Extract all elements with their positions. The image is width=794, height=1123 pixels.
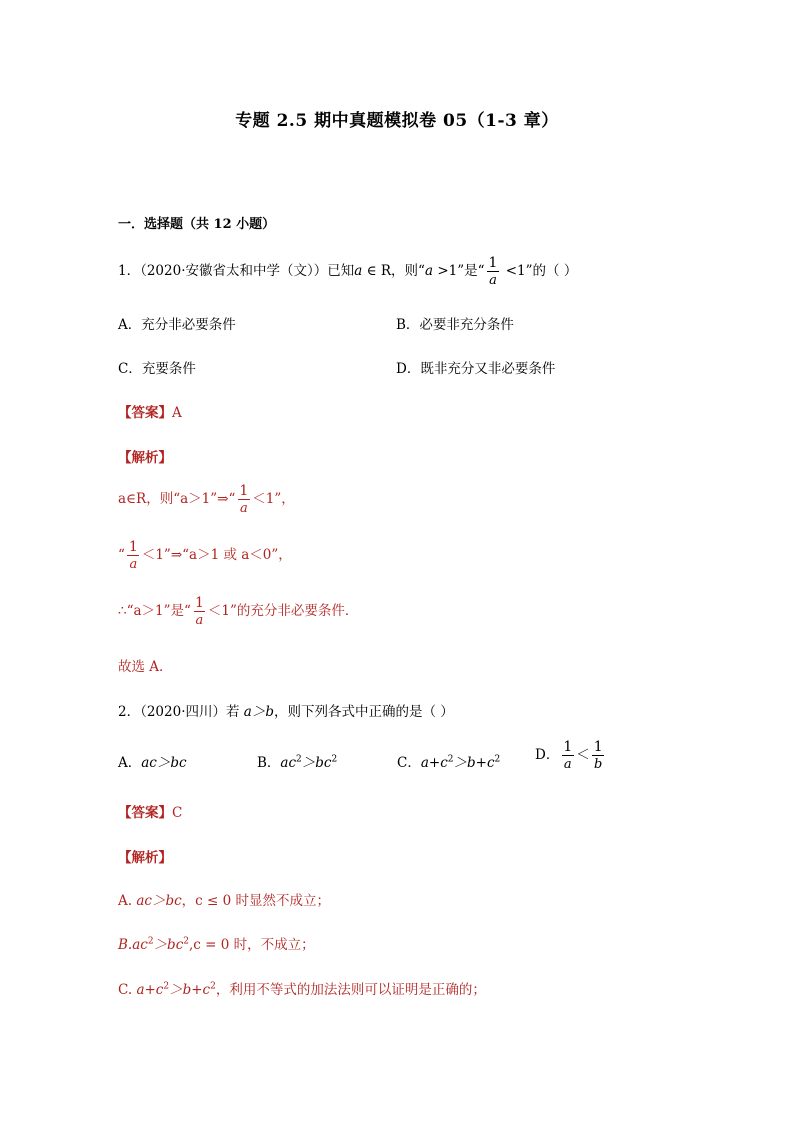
page-title: 专题 2.5 期中真题模拟卷 05（1-3 章）	[235, 111, 559, 131]
section-heading: 一．选择题（共 12 小题）	[118, 217, 276, 232]
q2-answer-value: C	[172, 805, 183, 821]
q2-line-b-label: B.	[118, 937, 133, 953]
q2-analysis-tag: 【解析】	[118, 850, 172, 866]
q1-frac-den: a	[489, 273, 497, 288]
q1-line3-text-b: ＜1”的充分非必要条件．	[207, 603, 359, 619]
q1-conclusion: 故选 A．	[118, 659, 173, 675]
q1-analysis-tag: 【解析】	[118, 450, 172, 466]
q2-opt-b-expr-b: ＞bc	[301, 755, 332, 771]
q2-opt-d-lt: ＜	[576, 747, 590, 763]
q1-line3-den: a	[195, 613, 204, 628]
q1-line1-den: a	[239, 501, 248, 516]
q2-opt-d-frac-1	[561, 740, 574, 771]
q2-stem-ab: a＞b	[243, 704, 274, 720]
q2-analysis-line-b	[118, 933, 315, 953]
q1-line2-text-a: “	[118, 547, 125, 563]
q2-line-a-text: ，c ≤ 0 时显然不成立；	[181, 893, 330, 909]
q2-line-c-label: C.	[118, 982, 137, 998]
q2-opt-b-expr-a: ac	[280, 755, 297, 771]
q1-lt1-tail: <1”的（ ）	[501, 263, 578, 279]
q1-line2-text-b: ＜1”⇒“a＞1 或 a＜0”，	[141, 547, 292, 563]
q1-fraction	[487, 256, 500, 287]
q1-analysis-line-1	[118, 484, 295, 515]
q2-opt-c-expr-b: ＞b+c	[453, 755, 495, 771]
q1-gt1: >1”是“	[433, 263, 485, 279]
q1-answer-value: A	[172, 405, 182, 421]
q2-line-b-expr-1: ac	[132, 937, 148, 953]
q1-option-b: B．必要非充分条件	[396, 317, 514, 333]
q2-stem-b: ，则下列各式中正确的是（ ）	[273, 704, 454, 720]
q2-opt-a-expr: ac＞bc	[141, 755, 187, 771]
q1-line2-num: 1	[128, 539, 138, 555]
q2-analysis-line-a	[118, 889, 330, 909]
question-1-stem	[118, 256, 577, 287]
q2-analysis-line-c	[118, 978, 486, 998]
q1-frac-num: 1	[488, 255, 498, 271]
q1-option-c: C．充要条件	[118, 361, 196, 377]
q1-line3-fraction	[193, 596, 206, 627]
q2-opt-d-den-2: b	[594, 757, 603, 772]
q2-opt-c-sup-1: 2	[447, 754, 454, 765]
q1-var-a: a	[354, 263, 363, 279]
q2-opt-b-sup-1: 2	[296, 754, 302, 765]
q2-line-b-text: ,c = 0 时，不成立；	[189, 937, 315, 953]
q2-line-b-sup-1: 2	[147, 936, 154, 947]
q2-option-d	[535, 740, 607, 771]
q2-line-a-label: A.	[118, 893, 137, 909]
q2-answer	[118, 801, 182, 821]
q2-opt-c-sup-2: 2	[494, 754, 501, 765]
q2-opt-d-frac-2	[592, 740, 605, 771]
q1-line3-num: 1	[194, 595, 204, 611]
q2-opt-c-expr-a: a+c	[420, 755, 448, 771]
q2-line-c-expr-1: a+c	[136, 982, 164, 998]
q2-line-c-expr-2: ＞b+c	[169, 982, 211, 998]
q2-line-b-sup-2: 2	[183, 936, 189, 947]
q2-opt-d-num-1: 1	[563, 739, 573, 755]
q2-opt-b-sup-2: 2	[331, 754, 338, 765]
q2-line-b-expr-2: ＞bc	[153, 937, 184, 953]
q1-analysis-line-3	[118, 596, 358, 627]
q1-var-a2: a	[424, 263, 434, 279]
q2-line-c-sup-1: 2	[163, 981, 170, 992]
q2-line-c-sup-2: 2	[210, 981, 216, 992]
q2-answer-tag: 【答案】	[118, 805, 172, 821]
q1-line2-den: a	[129, 557, 138, 572]
q1-answer	[118, 401, 182, 421]
q1-prefix: 1．（2020·安徽省太和中学（文））已知	[118, 263, 355, 279]
q2-opt-a-label: A．	[118, 755, 142, 771]
q2-option-c	[397, 751, 500, 771]
question-2-stem	[118, 700, 454, 720]
q1-line1-text-b: ＜1”，	[252, 491, 295, 507]
q2-opt-b-label: B．	[257, 755, 281, 771]
q2-opt-d-num-2: 1	[593, 739, 603, 755]
q2-opt-c-label: C．	[397, 755, 421, 771]
q1-line2-fraction	[127, 540, 140, 571]
q1-option-d: D．既非充分又非必要条件	[396, 361, 556, 377]
q1-in-r: ∈ R，则“	[362, 263, 425, 279]
q1-line1-fraction	[237, 484, 250, 515]
q2-option-a	[118, 751, 187, 771]
q1-option-a: A．充分非必要条件	[118, 317, 236, 333]
q2-opt-d-den-1: a	[563, 757, 572, 772]
q2-opt-d-label: D．	[535, 747, 560, 763]
q2-line-c-text: ，利用不等式的加法法则可以证明是正确的；	[215, 982, 486, 998]
q2-line-a-expr: ac＞bc	[136, 893, 182, 909]
q1-answer-tag: 【答案】	[118, 405, 172, 421]
q2-option-b	[257, 751, 337, 771]
q1-line1-text-a: a∈R，则“a＞1”⇒“	[118, 491, 236, 507]
q1-line1-num: 1	[239, 483, 249, 499]
q2-stem-a: 2．（2020·四川）若	[118, 704, 244, 720]
q1-analysis-line-2	[118, 540, 292, 571]
q1-line3-text-a: ∴“a＞1”是“	[118, 603, 191, 619]
